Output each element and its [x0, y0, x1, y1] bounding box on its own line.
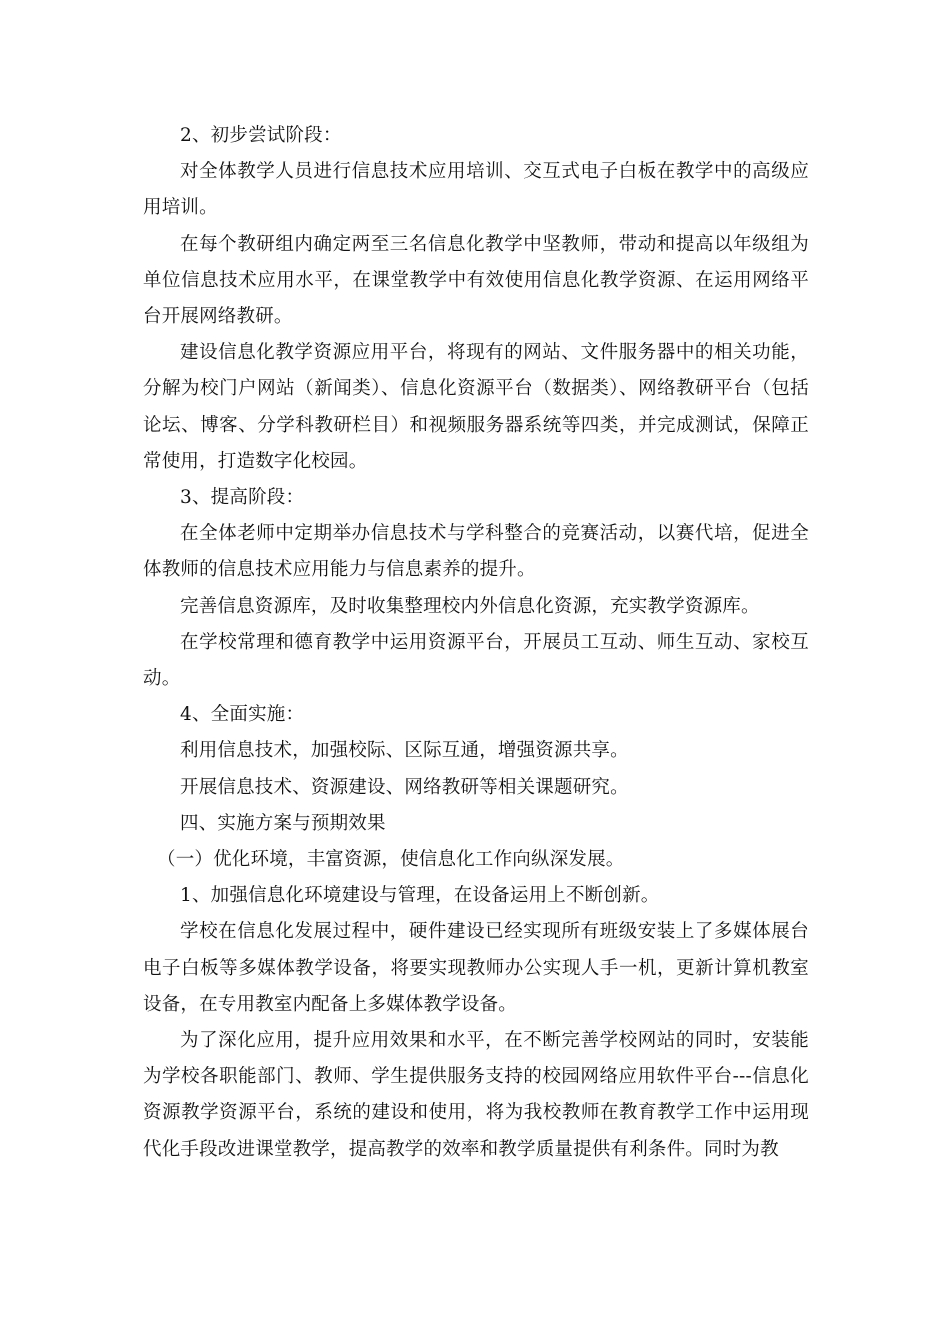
section-heading-plan-effects: 四、实施方案与预期效果 — [180, 812, 386, 834]
paragraph-competition: 在全体老师中定期举办信息技术与学科整合的竞赛活动，以赛代培，促进全体教师的信息技术应用能力与信息素养的提升。 — [143, 523, 809, 581]
paragraph-resource-platform: 建设信息化教学资源应用平台，将现有的网站、文件服务器中的相关功能，分解为校门户网站（新闻类）、信息化资源平台（数据类）、网络教研平台（包括论坛、博客、分学科教研栏目）和视频服务器系统等四类，并完成测试，保障正常使用，打造数字化校园。 — [143, 342, 809, 472]
section-heading-initial-trial: 2、初步尝试阶段： — [180, 125, 342, 146]
document-body — [143, 118, 809, 1168]
section-heading-full-implementation: 4、全面实施： — [180, 704, 305, 726]
paragraph-hardware: 学校在信息化发展过程中，硬件建设已经实现所有班级安装上了多媒体展台电子白板等多媒体教学设备，将要实现教师办公实现人手一机，更新计算机教室设备，在专用教室内配备上多媒体教学设备。 — [143, 921, 809, 1015]
section-heading-environment-construction: 1、加强信息化环境建设与管理，在设备运用上不断创新。 — [180, 885, 660, 907]
section-heading-improvement: 3、提高阶段： — [180, 487, 305, 509]
paragraph-research: 开展信息技术、资源建设、网络教研等相关课题研究。 — [180, 776, 629, 798]
paragraph-resource-sharing: 利用信息技术，加强校际、区际互通，增强资源共享。 — [180, 740, 629, 762]
paragraph-resource-library: 完善信息资源库，及时收集整理校内外信息化资源，充实教学资源库。 — [180, 595, 760, 617]
paragraph-training: 对全体教学人员进行信息技术应用培训、交互式电子白板在教学中的高级应用培训。 — [143, 161, 809, 219]
paragraph-deepen-application: 为了深化应用，提升应用效果和水平，在不断完善学校网站的同时，安装能为学校各职能部门、教师、学生提供服务支持的校园网络应用软件平台---信息化资源教学资源平台，系统的建设和使用，将为我校教师在教育教学工作中运用现代化手段改进课堂教学，提高教学的效率和教学质量提供有利条件。同时为教 — [143, 1030, 809, 1160]
subsection-heading-optimize-environment: （一）优化环境，丰富资源，使信息化工作向纵深发展。 — [157, 849, 625, 871]
paragraph-key-teachers: 在每个教研组内确定两至三名信息化教学中坚教师，带动和提高以年级组为单位信息技术应用水平，在课堂教学中有效使用信息化教学资源、在运用网络平台开展网络教研。 — [143, 233, 809, 328]
paragraph-interaction: 在学校常理和德育教学中运用资源平台，开展员工互动、师生互动、家校互动。 — [143, 631, 809, 690]
